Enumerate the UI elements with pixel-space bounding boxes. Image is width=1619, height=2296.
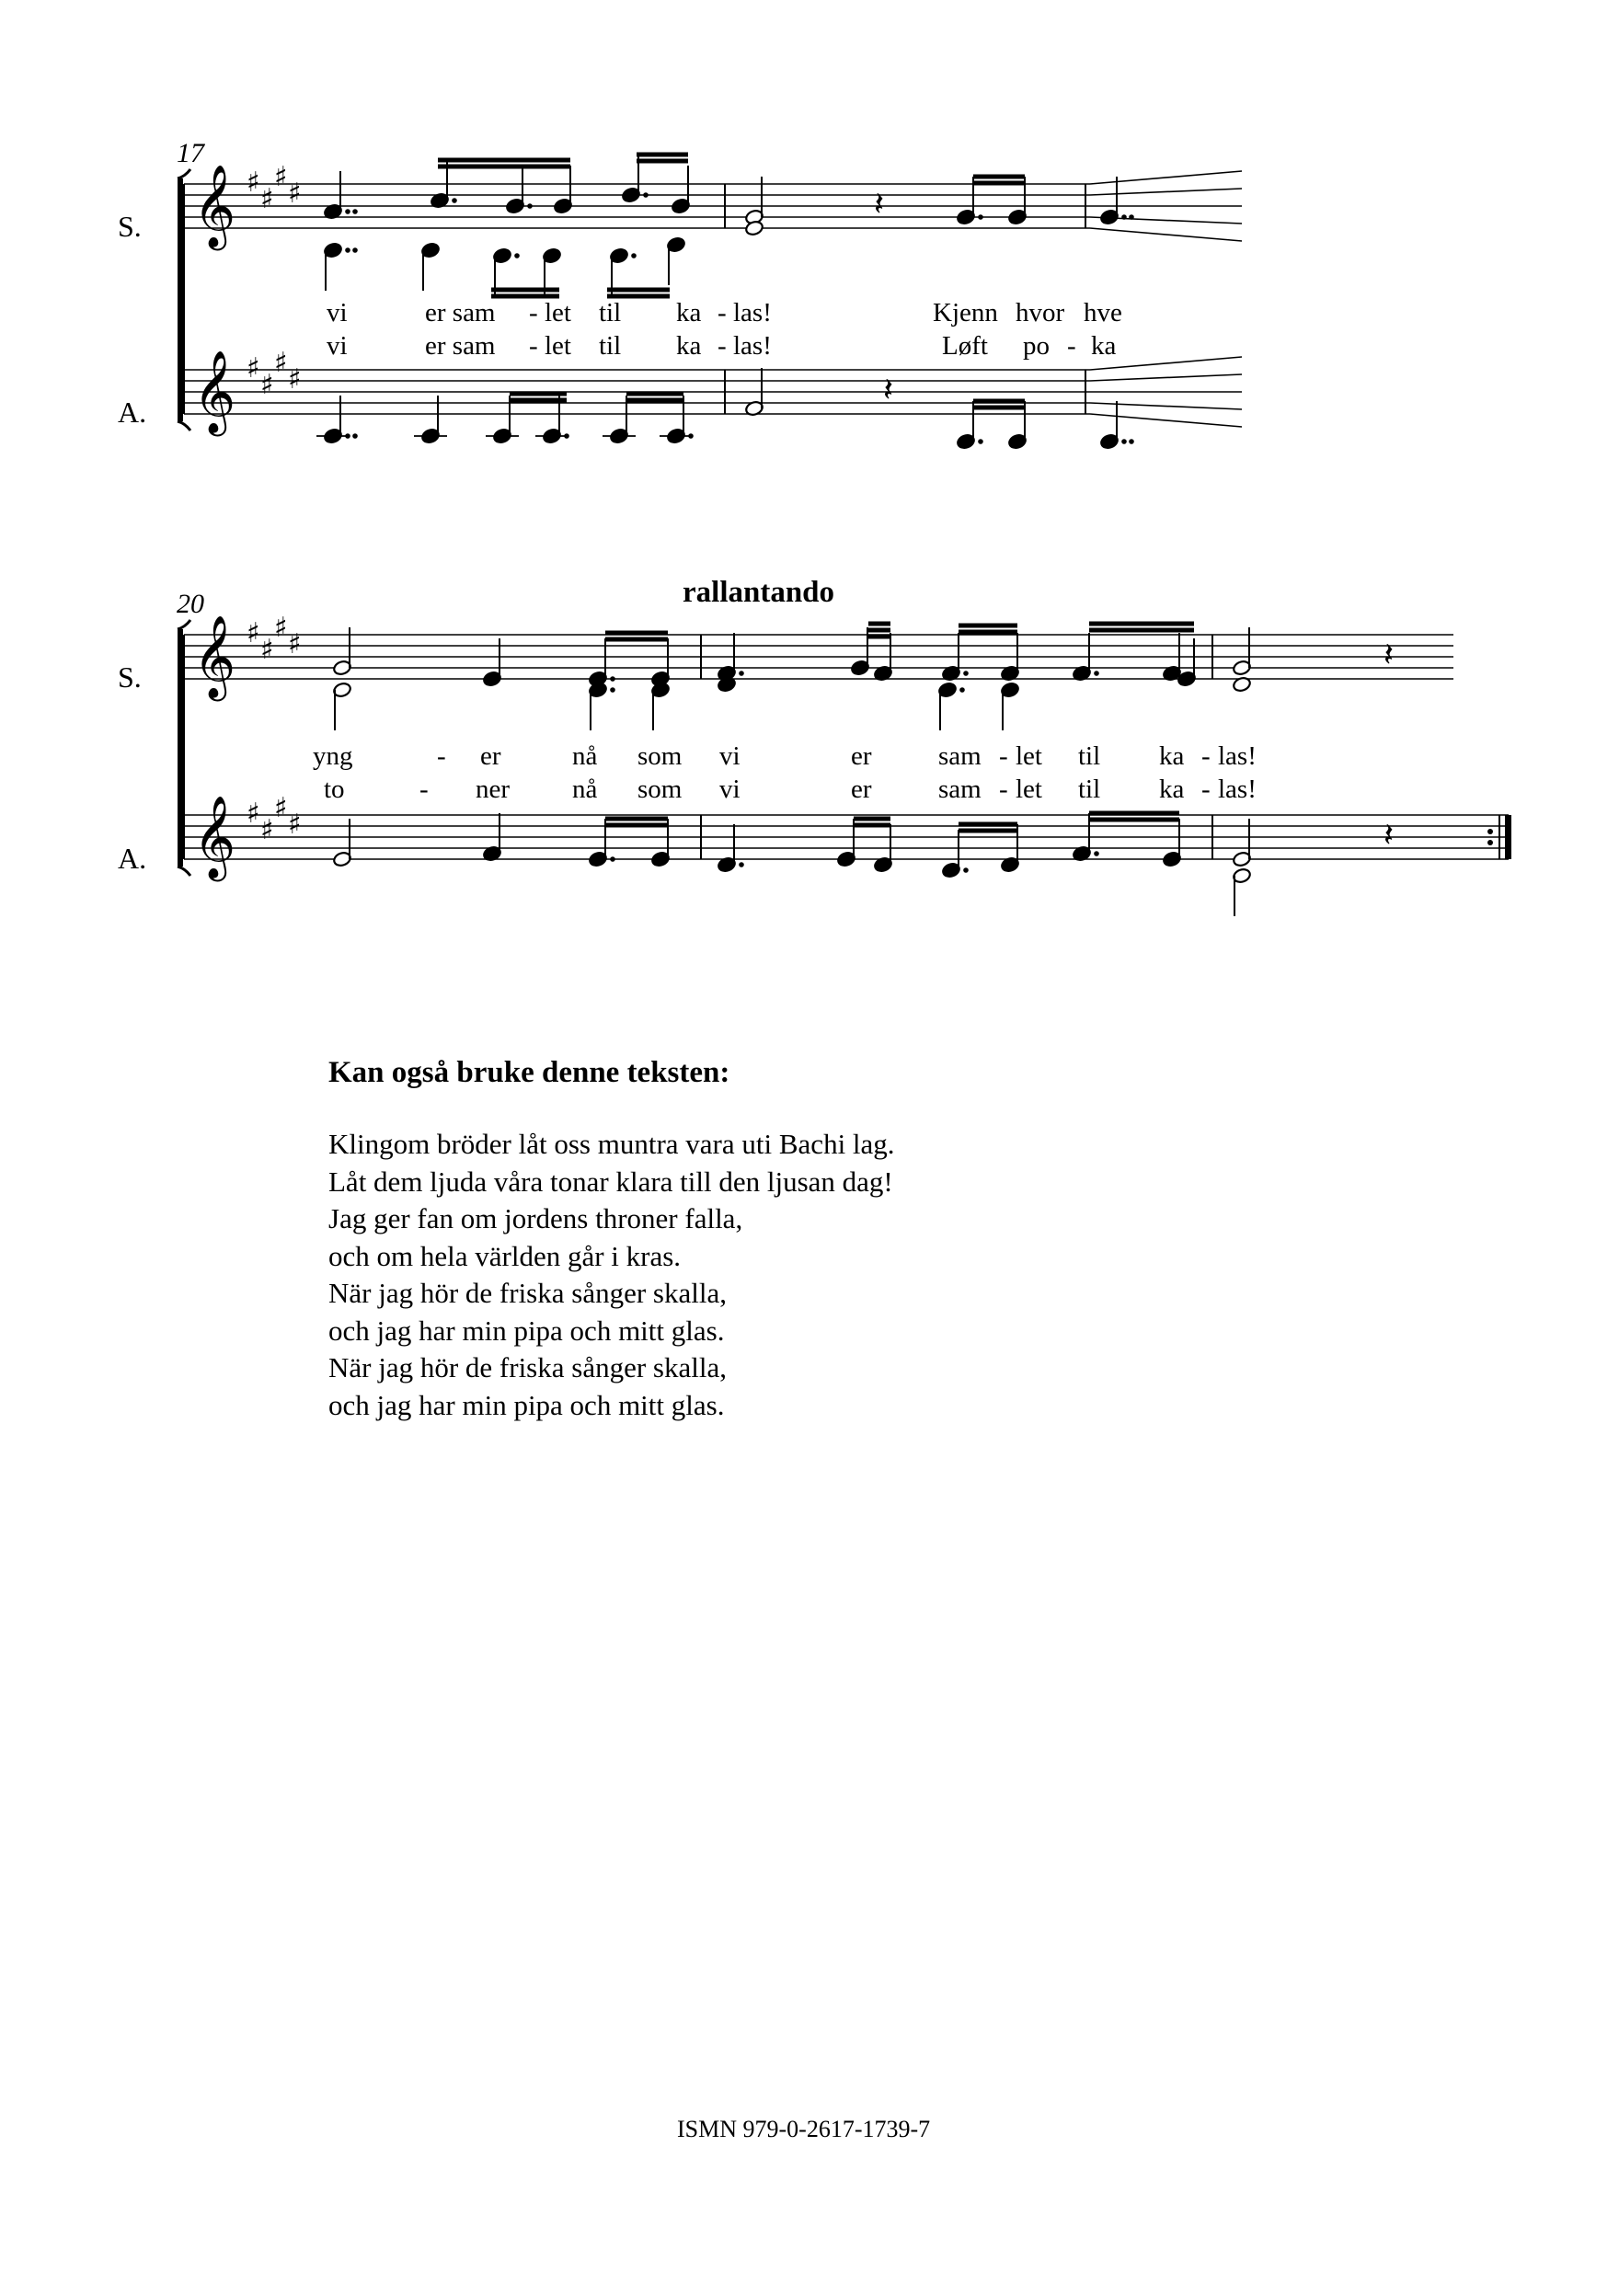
lyric-syllable: er sam <box>425 298 496 327</box>
final-barline-thick <box>1505 815 1511 859</box>
augmentation-dot <box>514 253 520 258</box>
lyric-syllable: sam <box>938 741 982 771</box>
note-beam <box>1089 811 1179 816</box>
lyric-syllable: sam <box>938 775 982 804</box>
treble-clef: 𝄞 <box>193 796 236 878</box>
lyric-syllable: Løft <box>942 331 988 361</box>
note-beam <box>637 159 688 164</box>
augmentation-dot <box>1129 439 1134 444</box>
staff-line <box>1090 403 1242 409</box>
lyric-syllable: let <box>1016 775 1042 804</box>
measure-number-20: 20 <box>177 589 204 619</box>
note-beam <box>637 153 688 157</box>
sharp-accidental: ♯ <box>288 809 302 841</box>
lyric-syllable: po <box>1023 331 1050 361</box>
augmentation-dot <box>352 247 358 253</box>
bracket-hook <box>178 421 190 430</box>
staff-line <box>1090 374 1242 381</box>
note-beam <box>1089 818 1179 822</box>
verse-line: och jag har min pipa och mitt glas. <box>328 1388 725 1421</box>
lyric-syllable: vi <box>327 298 348 327</box>
quarter-rest: 𝄽 <box>874 186 885 224</box>
augmentation-dot <box>1121 439 1127 444</box>
verse-line: och jag har min pipa och mitt glas. <box>328 1314 725 1347</box>
note-beam <box>973 181 1025 186</box>
note-beam <box>605 817 668 821</box>
sharp-accidental: ♯ <box>274 347 288 379</box>
sharp-accidental: ♯ <box>247 798 260 830</box>
repeat-dot <box>1487 829 1493 834</box>
voice-label-soprano: S. <box>118 660 142 694</box>
voice-label-soprano: S. <box>118 210 142 243</box>
augmentation-dot <box>527 203 533 209</box>
note-beam <box>607 288 670 293</box>
staff-line <box>1090 414 1242 427</box>
lyric-syllable: som <box>637 741 683 771</box>
voice-label-alto: A. <box>118 842 147 875</box>
sharp-accidental: ♯ <box>260 814 274 846</box>
lyric-syllable: las! <box>1218 741 1257 771</box>
augmentation-dot <box>963 867 969 873</box>
quarter-rest: 𝄽 <box>883 372 894 409</box>
sharp-accidental: ♯ <box>247 166 260 199</box>
treble-clef: 𝄞 <box>193 615 236 698</box>
augmentation-dot <box>352 433 358 439</box>
sharp-accidental: ♯ <box>260 183 274 215</box>
lyric-syllable: nå <box>572 741 598 771</box>
verse-line: Jag ger fan om jordens throner falla, <box>328 1202 743 1234</box>
lyric-syllable: er <box>851 741 872 771</box>
augmentation-dot <box>963 671 969 676</box>
tempo-marking: rallantando <box>683 576 835 609</box>
note-beam <box>438 158 570 163</box>
alt-text-heading: Kan også bruke denne teksten: <box>328 1056 730 1089</box>
sharp-accidental: ♯ <box>274 612 288 644</box>
lyric-syllable: las! <box>733 298 772 327</box>
note-beam <box>605 823 668 828</box>
note-beam <box>510 398 567 403</box>
augmentation-dot <box>978 439 983 444</box>
system-2-staves <box>178 612 1511 916</box>
treble-clef: 𝄞 <box>193 350 236 433</box>
lyric-hyphen: - <box>419 775 429 804</box>
lyric-syllable: er <box>851 775 872 804</box>
augmentation-dot <box>452 198 457 203</box>
voice-label-alto: A. <box>118 396 147 429</box>
augmentation-dot <box>352 209 358 214</box>
note-beam <box>1089 622 1194 626</box>
augmentation-dot <box>959 687 965 693</box>
augmentation-dot <box>345 247 350 253</box>
repeat-dot <box>1487 840 1493 845</box>
lyric-hyphen: - <box>999 775 1008 804</box>
lyric-syllable: vi <box>327 331 348 361</box>
lyric-syllable: nå <box>572 775 598 804</box>
augmentation-dot <box>978 214 983 220</box>
augmentation-dot <box>643 192 649 198</box>
note-beam <box>854 823 890 828</box>
lyric-syllable: let <box>545 331 571 361</box>
lyric-syllable: let <box>1016 741 1042 771</box>
note-beam <box>605 631 668 636</box>
verse-line: När jag hör de friska sånger skalla, <box>328 1277 727 1309</box>
sharp-accidental: ♯ <box>288 628 302 660</box>
lyric-syllable: til <box>1078 741 1101 771</box>
sharp-accidental: ♯ <box>288 363 302 396</box>
lyric-syllable: ka <box>1159 741 1185 771</box>
augmentation-dot <box>610 687 615 693</box>
augmentation-dot <box>1094 671 1099 676</box>
sharp-accidental: ♯ <box>260 634 274 666</box>
note-beam <box>868 635 890 639</box>
lyric-syllable: er sam <box>425 331 496 361</box>
lyric-syllable: er <box>480 741 501 771</box>
isbn-footer: ISMN 979-0-2617-1739-7 <box>677 2116 931 2142</box>
quarter-rest: 𝄽 <box>1384 817 1395 855</box>
lyric-hyphen: - <box>1201 775 1211 804</box>
sharp-accidental: ♯ <box>274 792 288 824</box>
note-beam <box>973 175 1025 179</box>
verse-line: och om hela världen går i kras. <box>328 1239 682 1272</box>
lyric-hyphen: - <box>529 331 538 361</box>
note-beam <box>959 630 1017 635</box>
lyric-syllable: til <box>599 331 622 361</box>
lyric-hyphen: - <box>529 298 538 327</box>
augmentation-dot <box>610 676 615 682</box>
quarter-rest: 𝄽 <box>1384 637 1395 674</box>
sharp-accidental: ♯ <box>274 161 288 193</box>
note-beam <box>959 829 1017 833</box>
bracket-hook <box>178 867 190 876</box>
note-beam <box>438 165 570 169</box>
verse-line: Låt dem ljuda våra tonar klara till den ljusan dag! <box>328 1165 893 1198</box>
lyric-syllable: to <box>324 775 345 804</box>
lyric-syllable: ka <box>1159 775 1185 804</box>
measure-number-17: 17 <box>177 138 204 168</box>
verse-line: När jag hör de friska sånger skalla, <box>328 1351 727 1383</box>
lyric-syllable: ka <box>676 298 702 327</box>
note-beam <box>959 624 1017 628</box>
lyric-syllable: let <box>545 298 571 327</box>
lyric-syllable: ner <box>476 775 511 804</box>
bracket-hook <box>178 169 190 178</box>
augmentation-dot <box>1129 214 1134 220</box>
lyric-syllable: las! <box>733 331 772 361</box>
verse-line: Klingom bröder låt oss muntra vara uti Bachi lag. <box>328 1128 895 1160</box>
augmentation-dot <box>1121 214 1127 220</box>
augmentation-dot <box>739 671 744 676</box>
note-beam <box>491 288 559 293</box>
lyric-syllable: ka <box>1091 331 1117 361</box>
bracket-hook <box>178 620 190 629</box>
sharp-accidental: ♯ <box>247 617 260 649</box>
note-beam <box>959 822 1017 827</box>
sharp-accidental: ♯ <box>288 178 302 210</box>
staff-line <box>1090 228 1242 241</box>
lyric-syllable: las! <box>1218 775 1257 804</box>
note-beam <box>626 398 683 403</box>
augmentation-dot <box>739 862 744 867</box>
treble-clef: 𝄞 <box>193 165 236 247</box>
augmentation-dot <box>631 253 637 258</box>
staff-line <box>1090 189 1242 195</box>
alt-text-verse <box>328 1126 895 1424</box>
lyric-hyphen: - <box>718 298 727 327</box>
lyric-syllable: vi <box>719 741 741 771</box>
note-beam <box>868 622 890 626</box>
lyric-syllable: yng <box>313 741 353 771</box>
lyric-syllable: vi <box>719 775 741 804</box>
lyric-hyphen: - <box>1201 741 1211 771</box>
note-beam <box>973 406 1025 410</box>
augmentation-dot <box>345 209 350 214</box>
note-beam <box>510 392 567 396</box>
sharp-accidental: ♯ <box>260 369 274 401</box>
lyric-syllable: ka <box>676 331 702 361</box>
lyric-syllable: hvor <box>1016 298 1065 327</box>
augmentation-dot <box>610 856 615 862</box>
lyric-syllable: som <box>637 775 683 804</box>
lyric-syllable: hve <box>1084 298 1122 327</box>
note-beam <box>605 637 668 642</box>
lyric-syllable: til <box>599 298 622 327</box>
note-beam <box>1089 628 1194 633</box>
note-beam <box>868 628 890 633</box>
staff-line <box>1090 171 1242 184</box>
lyric-hyphen: - <box>999 741 1008 771</box>
note-beam <box>854 817 890 821</box>
note-beam <box>626 392 683 396</box>
augmentation-dot <box>1094 851 1099 856</box>
lyric-syllable: Kjenn <box>933 298 998 327</box>
note-beam <box>973 399 1025 404</box>
lyric-hyphen: - <box>718 331 727 361</box>
lyric-hyphen: - <box>1067 331 1076 361</box>
sharp-accidental: ♯ <box>247 352 260 385</box>
lyric-hyphen: - <box>437 741 446 771</box>
lyric-syllable: til <box>1078 775 1101 804</box>
